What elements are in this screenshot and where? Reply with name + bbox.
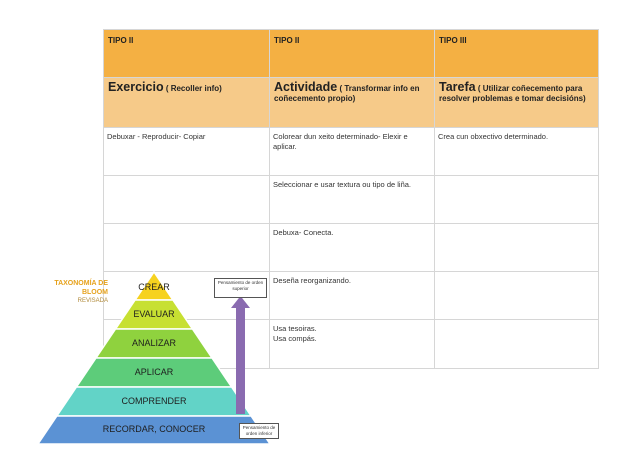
pyramid-level-label: CREAR [138, 282, 170, 292]
arrow-shaft [236, 306, 245, 414]
pyramid-level-label: COMPRENDER [121, 395, 187, 406]
note-higher-order: Pensamiento de orden superior [214, 278, 267, 298]
cell-text: Deseña reorganizando. [273, 276, 351, 285]
pyramid-level-label: APLICAR [134, 366, 174, 377]
cell-text: Usa tesoiras. Usa compás. [273, 324, 317, 343]
header-title: Actividade [274, 80, 338, 94]
note-lower-order: Pensamiento de orden inferior [239, 423, 279, 439]
cell-text: Debuxa- Conecta. [273, 228, 334, 237]
header-desc: ( Transformar info en coñecemento propio) [274, 84, 420, 103]
pyramid-level-label: EVALUAR [133, 308, 175, 319]
type-label: TIPO III [439, 36, 467, 45]
header-desc: ( Utilizar coñecemento para resolver problemas e tomar decisións) [439, 84, 586, 103]
cell-text: Colorear dun xeito determinado- Elexir e aplicar. [273, 132, 408, 151]
pyramid-level-label: ANALIZAR [131, 337, 176, 348]
type-label: TIPO II [274, 36, 300, 45]
cell-text: Seleccionar e usar textura ou tipo de liña. [273, 180, 411, 189]
type-label: TIPO II [108, 36, 134, 45]
header-title: Tarefa [439, 80, 476, 94]
header-title: Exercicio [108, 80, 164, 94]
pyramid-subtitle: REVISADA [77, 298, 108, 304]
cell-text: Crea cun obxectivo determinado. [438, 132, 549, 141]
pyramid-title: TAXONOMÍA DE BLOOM [54, 280, 108, 296]
cell-text: Debuxar - Reproducir- Copiar [107, 132, 206, 141]
pyramid-level-label: RECORDAR, CONOCER [102, 424, 206, 434]
header-desc: ( Recoller info) [163, 84, 222, 93]
